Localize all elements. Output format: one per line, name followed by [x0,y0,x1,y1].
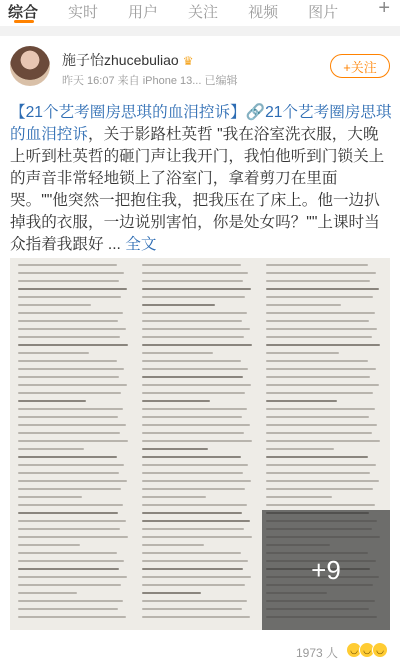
text-line [142,608,242,610]
text-line [18,272,124,274]
text-line [142,408,247,410]
text-line [266,488,373,490]
text-line [266,288,379,290]
text-line [18,608,118,610]
text-line [18,512,118,514]
text-line [142,376,243,378]
more-images-overlay[interactable] [262,510,390,630]
text-line [266,376,370,378]
text-line [18,264,117,266]
text-line [18,504,123,506]
text-line [266,480,379,482]
text-line [266,296,373,298]
text-line [266,280,370,282]
text-line [18,576,127,578]
text-line [142,416,242,418]
text-line [18,376,119,378]
text-line [18,480,127,482]
text-line [266,272,376,274]
text-line [142,616,250,618]
text-line [142,496,206,498]
hashtag-link[interactable]: 【21个艺考圈房思琪的血泪控诉】 [10,104,246,121]
text-line [18,456,117,458]
text-line [266,360,368,362]
text-line [18,472,119,474]
text-line [18,312,123,314]
author-name[interactable]: 施子怡zhucebuliao [62,52,179,68]
active-tab-indicator [14,20,34,23]
text-line [266,456,368,458]
text-line [18,360,117,362]
text-line [266,448,334,450]
text-line [266,408,375,410]
text-line [142,512,242,514]
text-line [266,352,339,354]
text-line [18,440,128,442]
author-name-row[interactable] [62,50,194,70]
text-line [18,416,118,418]
text-line [266,328,377,330]
text-line [18,336,120,338]
text-line [142,552,241,554]
text-line [266,472,370,474]
text-line [18,344,128,346]
text-line [18,520,126,522]
tab-users[interactable]: 用户 [128,3,159,21]
text-line [142,440,252,442]
text-line [18,424,126,426]
text-line [266,416,369,418]
reaction-count[interactable]: 1973 人 [295,646,338,660]
text-line [142,536,252,538]
text-line [266,392,373,394]
text-line [142,464,248,466]
text-line [142,384,251,386]
emoji-icon: ◡ [359,642,375,658]
text-line [142,576,251,578]
text-line [266,368,376,370]
text-line [18,616,126,618]
text-line [18,432,120,434]
text-line [142,488,245,490]
text-line [142,544,204,546]
text-line [142,368,248,370]
top-tab-bar [0,0,400,22]
text-line [18,464,124,466]
text-line [266,440,380,442]
text-line [266,432,372,434]
post-author [0,36,400,96]
text-line [142,520,250,522]
text-line [18,528,120,530]
text-line [266,312,375,314]
text-line [18,448,84,450]
text-line [142,528,244,530]
text-line [142,392,245,394]
text-line [18,488,121,490]
text-line [18,552,117,554]
more-images-count: +9 [311,554,341,585]
text-line [18,392,121,394]
text-line [18,296,121,298]
text-line [142,504,247,506]
text-line [266,424,377,426]
text-line [142,424,250,426]
text-line [266,384,379,386]
text-line [142,312,247,314]
text-line [18,320,118,322]
full-text-link[interactable]: 全文 [125,236,157,253]
text-line [266,504,375,506]
text-line [18,496,82,498]
text-line [142,456,241,458]
text-line [142,400,210,402]
text-line [142,264,241,266]
text-line [266,400,337,402]
post-footer [0,636,400,668]
emoji-icon: ◡ [346,642,362,658]
text-line [142,592,201,594]
plus-icon[interactable]: + [378,0,390,19]
text-column [142,264,254,622]
crown-icon: ♛ [182,54,194,68]
text-line [18,328,126,330]
text-line [142,304,215,306]
text-line [142,568,243,570]
text-line [142,336,244,338]
text-line [142,288,251,290]
post-body: ，关于影路杜英哲 "我在浴室洗衣服，大晚上听到杜英哲的砸门声让我开门，我怕他听到门锁关上的声音非常轻地锁上了浴室门，拿着剪刀在里面哭。""他突然一把抱住我，把我压在了床上。他一边扒掉我的衣服，一边说别害怕，你是处女吗？""上课时当众指着我跟好 ... [10,126,385,253]
text-line [142,448,208,450]
tab-realtime[interactable]: 实时 [68,3,99,21]
text-line [18,568,119,570]
text-line [142,480,251,482]
text-line [18,288,127,290]
text-line [142,584,245,586]
text-line [266,264,368,266]
post-meta: 昨天 16:07 来自 iPhone 13... 已编辑 [62,75,238,87]
text-line [142,320,242,322]
topic-link[interactable]: 🔗21个艺考圈房思琪的血泪控诉 [10,104,392,143]
text-line [18,280,119,282]
text-line [142,352,213,354]
emoji-icon: ◡ [372,642,388,658]
text-line [18,352,89,354]
section-divider [0,26,400,36]
text-line [18,600,123,602]
text-line [142,560,248,562]
post-text [10,102,394,256]
avatar[interactable] [10,46,50,86]
text-line [142,296,245,298]
tab-images[interactable]: 图片 [308,3,339,21]
text-line [18,584,121,586]
follow-button[interactable]: +关注 [330,54,390,78]
text-line [18,536,128,538]
text-line [266,320,369,322]
tab-follow[interactable]: 关注 [188,3,219,21]
text-column [18,264,130,622]
text-line [18,384,127,386]
text-line [18,400,86,402]
tab-video[interactable]: 视频 [248,3,279,21]
text-line [266,336,372,338]
text-line [18,544,80,546]
text-line [18,368,124,370]
text-line [142,600,247,602]
text-line [18,592,77,594]
text-line [142,344,252,346]
text-line [18,408,123,410]
text-line [142,432,244,434]
tab-comprehensive[interactable]: 综合 [8,3,39,21]
text-line [142,328,250,330]
text-line [142,280,243,282]
text-line [266,464,376,466]
text-line [142,472,243,474]
text-line [266,344,380,346]
text-line [266,496,332,498]
text-line [18,560,124,562]
text-line [18,304,91,306]
reaction-icons[interactable] [349,642,388,658]
text-line [142,360,241,362]
text-line [266,304,341,306]
post-image[interactable] [10,258,390,630]
text-line [142,272,248,274]
